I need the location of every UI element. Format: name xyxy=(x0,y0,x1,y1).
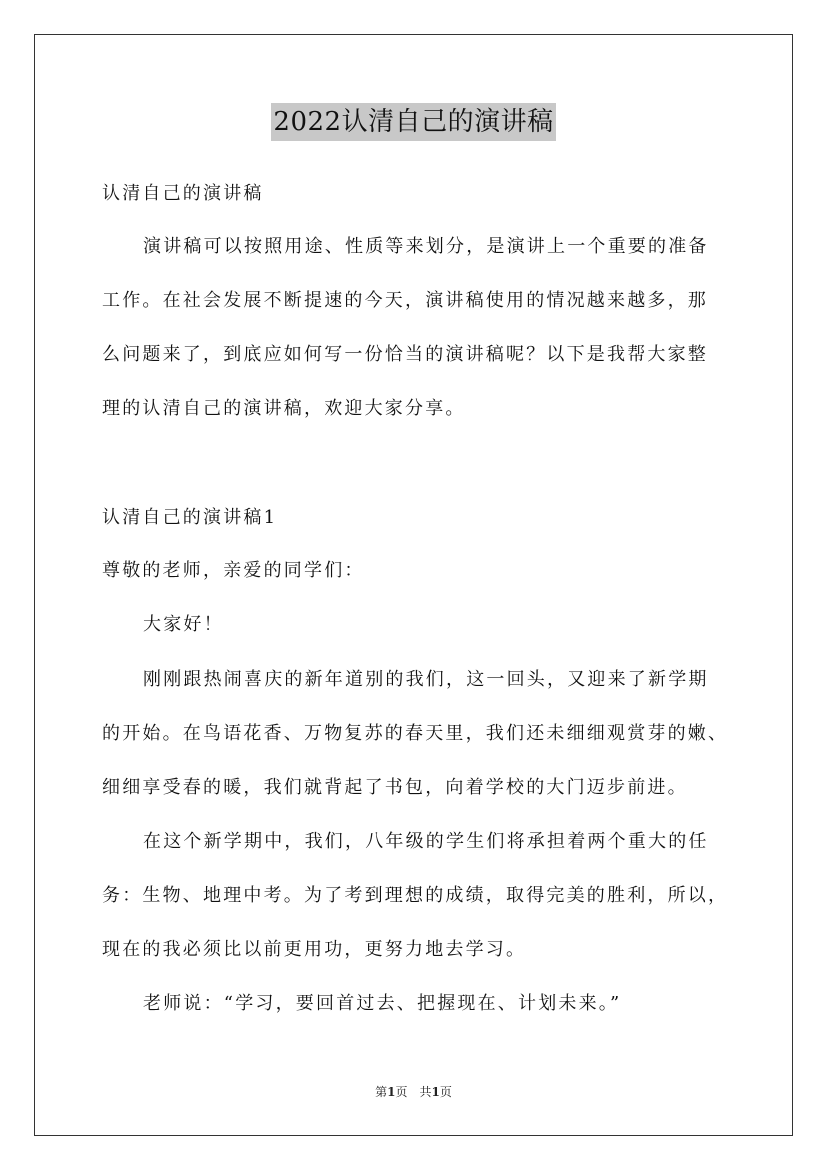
document-title: 2022认清自己的演讲稿 xyxy=(271,103,555,141)
para3-line-1: 老师说：“学习，要回首过去、把握现在、计划未来。” xyxy=(143,993,622,1014)
intro-line-3: 么问题来了，到底应如何写一份恰当的演讲稿呢？以下是我帮大家整 xyxy=(102,344,708,365)
para1-line-3: 细细享受春的暖，我们就背起了书包，向着学校的大门迈步前进。 xyxy=(102,777,688,798)
footer-page-current: 1 xyxy=(387,1085,396,1099)
para2-line-2: 务：生物、地理中考。为了考到理想的成绩，取得完美的胜利，所以， xyxy=(102,885,729,906)
document-subtitle: 认清自己的演讲稿 xyxy=(102,183,264,204)
para2-line-3: 现在的我必须比以前更用功，更努力地去学习。 xyxy=(102,939,527,960)
para1-line-1: 刚刚跟热闹喜庆的新年道别的我们，这一回头，又迎来了新学期 xyxy=(143,669,709,690)
page-footer xyxy=(0,1083,827,1101)
footer-page-total: 1 xyxy=(431,1085,440,1099)
footer-page-mid: 页 共 xyxy=(395,1085,432,1099)
title-container xyxy=(0,103,827,141)
para1-line-2: 的开始。在鸟语花香、万物复苏的春天里，我们还未细细观赏芽的嫩、 xyxy=(102,723,729,744)
footer-page-prefix: 第 xyxy=(375,1085,388,1099)
intro-line-2: 工作。在社会发展不断提速的今天，演讲稿使用的情况越来越多，那 xyxy=(102,290,708,311)
greeting: 大家好！ xyxy=(143,614,224,635)
footer-page-suffix: 页 xyxy=(439,1085,452,1099)
section-heading: 认清自己的演讲稿1 xyxy=(102,507,278,528)
salutation: 尊敬的老师，亲爱的同学们： xyxy=(102,560,365,581)
para2-line-1: 在这个新学期中，我们，八年级的学生们将承担着两个重大的任 xyxy=(143,831,709,852)
intro-line-4: 理的认清自己的演讲稿，欢迎大家分享。 xyxy=(102,398,466,419)
intro-line-1: 演讲稿可以按照用途、性质等来划分，是演讲上一个重要的准备 xyxy=(143,236,709,257)
